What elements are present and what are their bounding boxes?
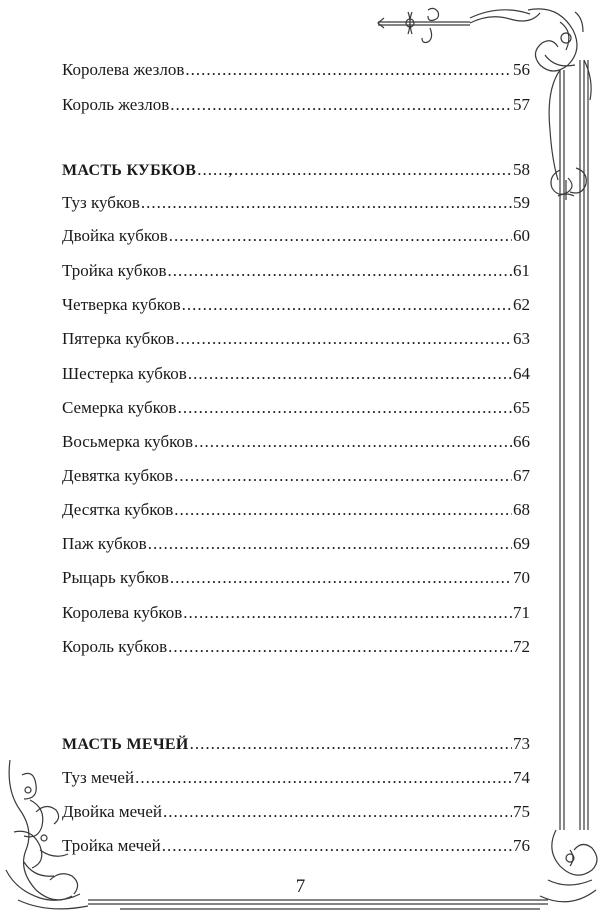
right-knot-ornament (551, 168, 586, 200)
dot-leader (190, 730, 512, 758)
toc-page-number: 70 (513, 568, 530, 587)
toc-entry-title: Шестерка кубков (62, 364, 187, 383)
dot-leader (185, 56, 512, 84)
toc-entry-title: Двойка мечей (62, 802, 162, 821)
toc-entry-title: Восьмерка кубков (62, 432, 194, 451)
dot-leader (170, 564, 512, 592)
toc-entry[interactable] (62, 222, 530, 250)
toc-entry-title: Тройка мечей (62, 836, 161, 855)
leader-comma: , (228, 160, 233, 179)
toc-entry[interactable] (62, 428, 530, 456)
toc-entry-title: Четверка кубков (62, 295, 181, 314)
toc-entry[interactable] (62, 462, 530, 490)
page-number: 7 (295, 876, 306, 897)
toc-page-number: 64 (513, 364, 530, 383)
toc-page-number: 66 (513, 432, 530, 451)
toc-entry-title: Паж кубков (62, 534, 147, 553)
dot-leader (174, 462, 512, 490)
toc-section-heading[interactable] (62, 730, 530, 758)
toc-entry[interactable] (62, 56, 530, 84)
toc-entry[interactable] (62, 91, 530, 119)
toc-page-number: 62 (513, 295, 530, 314)
top-sword-ornament (378, 8, 540, 42)
dot-leader (168, 257, 513, 285)
toc-entry[interactable] (62, 599, 530, 627)
dot-leader (170, 91, 512, 119)
toc-entry[interactable] (62, 257, 530, 285)
dot-leader (194, 428, 512, 456)
toc-entry-title: Девятка кубков (62, 466, 174, 485)
dot-leader (135, 764, 512, 792)
toc-entry[interactable] (62, 832, 530, 860)
toc-page-number: 56 (513, 60, 530, 79)
dot-leader (168, 633, 512, 661)
toc-page-number: 67 (513, 466, 530, 485)
toc-entry-title: Король кубков (62, 637, 168, 656)
toc-entry[interactable] (62, 496, 530, 524)
toc-page-number: 75 (513, 802, 530, 821)
toc-entry-title: Туз мечей (62, 768, 135, 787)
toc-entry-title: Пятерка кубков (62, 329, 175, 348)
dot-leader (188, 360, 512, 388)
dot-leader (169, 222, 512, 250)
toc-entry[interactable] (62, 530, 530, 558)
bottom-rule (88, 900, 548, 909)
toc-entry[interactable] (62, 764, 530, 792)
toc-entry-title: МАСТЬ КУБКОВ (62, 162, 197, 179)
toc-entry[interactable] (62, 564, 530, 592)
toc-entry-title: Двойка кубков (62, 226, 168, 245)
toc-entry[interactable] (62, 189, 530, 217)
toc-page-number: 57 (513, 95, 530, 114)
toc-page-number: 71 (513, 603, 530, 622)
toc-page-number: 69 (513, 534, 530, 553)
toc-page-number: 74 (513, 768, 530, 787)
toc-page-number: 65 (513, 398, 530, 417)
toc-entry-title: Королева жезлов (62, 60, 185, 79)
toc-entry-title: Тройка кубков (62, 261, 167, 280)
toc-page-number: 76 (513, 836, 530, 855)
toc-entry-title: Король жезлов (62, 95, 170, 114)
toc-page-number: 58 (513, 160, 530, 179)
toc-entry[interactable] (62, 633, 530, 661)
dot-leader (178, 394, 512, 422)
toc-entry[interactable] (62, 798, 530, 826)
dot-leader (197, 156, 512, 184)
top-right-scroll-ornament (528, 9, 583, 71)
toc-section-heading[interactable] (62, 156, 530, 184)
toc-entry[interactable] (62, 291, 530, 319)
toc-page-number: 72 (513, 637, 530, 656)
dot-leader (175, 325, 512, 353)
dot-leader (163, 798, 512, 826)
dot-leader (148, 530, 512, 558)
toc-entry-title: МАСТЬ МЕЧЕЙ (62, 736, 189, 753)
toc-page-number: 73 (513, 734, 530, 753)
dot-leader (182, 291, 512, 319)
toc-entry[interactable] (62, 360, 530, 388)
toc-page-number: 63 (513, 329, 530, 348)
toc-entry[interactable] (62, 325, 530, 353)
toc-entry-title: Туз кубков (62, 193, 140, 212)
toc-entry-title: Рыцарь кубков (62, 568, 169, 587)
dot-leader (174, 496, 512, 524)
dot-leader (141, 189, 512, 217)
toc-page-number: 59 (513, 193, 530, 212)
toc-page-number: 68 (513, 500, 530, 519)
dot-leader (183, 599, 512, 627)
toc-page-number: 61 (513, 261, 530, 280)
dot-leader (162, 832, 512, 860)
toc-entry-title: Королева кубков (62, 603, 183, 622)
toc-entry[interactable] (62, 394, 530, 422)
toc-entry-title: Десятка кубков (62, 500, 174, 519)
toc-entry-title: Семерка кубков (62, 398, 177, 417)
toc-page-number: 60 (513, 226, 530, 245)
